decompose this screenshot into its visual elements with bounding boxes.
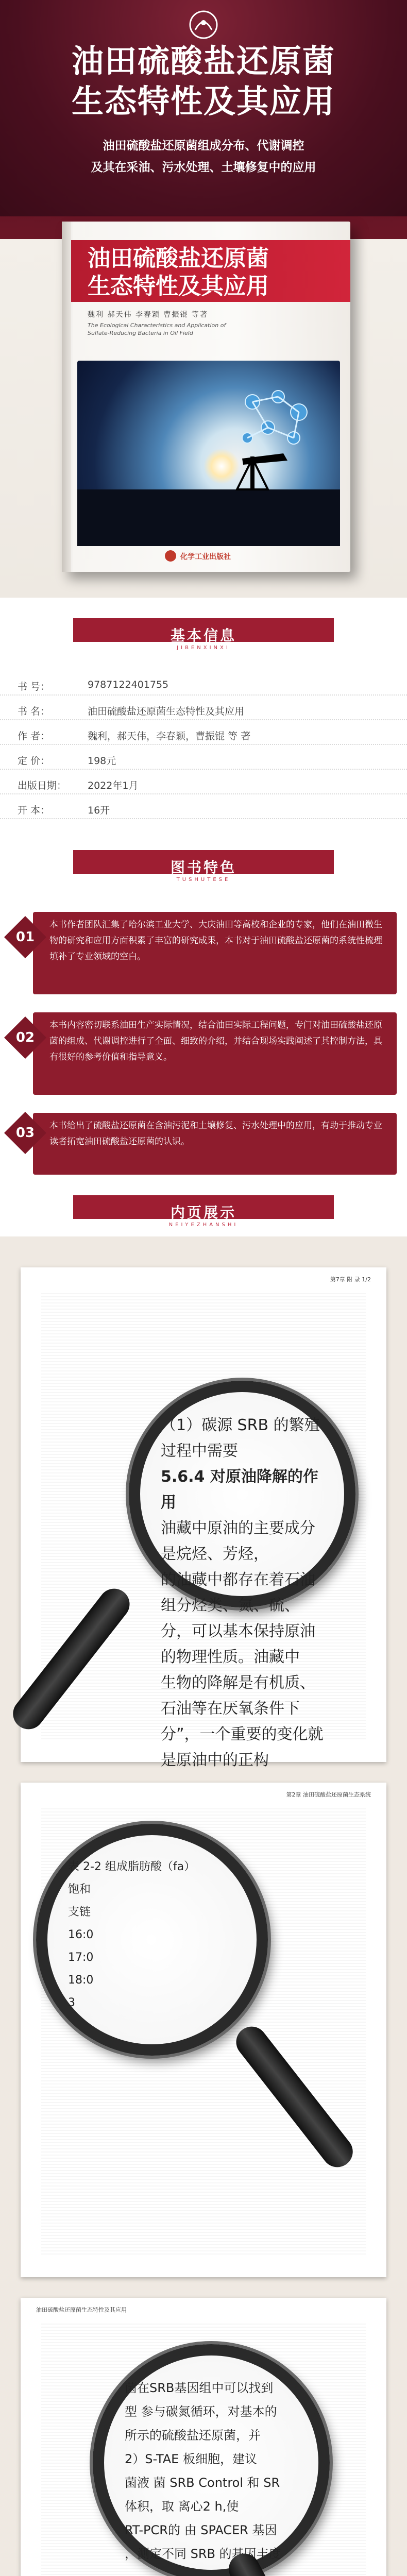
magnified-line: 分，可以基本保持原油的物理性质。油藏中	[161, 1622, 315, 1666]
basic-info-list	[0, 675, 407, 860]
info-row	[0, 675, 407, 696]
info-row	[0, 799, 407, 819]
section-title: 图书特色	[170, 859, 236, 876]
section-title: 基本信息	[170, 627, 236, 644]
hero-title-line2: 生态特性及其应用	[71, 82, 335, 120]
hero-subtitle-line1: 油田硫酸盐还原菌组成分布、代谢调控	[103, 139, 304, 152]
magnified-table	[68, 1856, 241, 2014]
info-key: 开 本：	[18, 805, 50, 816]
hero-title	[0, 41, 407, 122]
magnified-line: 饱和	[68, 1883, 91, 1896]
book-cover-title	[88, 245, 269, 300]
inner-pages-preview	[0, 1236, 407, 2576]
info-value: 9787122401755	[88, 679, 169, 690]
feature-text: 本书作者团队汇集了哈尔滨工业大学、大庆油田等高校和企业的专家，他们在油田微生物的研究和应用方面积累了丰富的研究成果，本书对于油田硫酸盐还原菌的系统性梳理填补了专业领域的空白。	[33, 912, 397, 994]
magnified-line: ，测定不同 SRB 的基因丰度	[125, 2547, 281, 2561]
hero-banner	[0, 0, 407, 598]
magnified-line: RT-PCR的 由 SPACER 基因	[125, 2523, 277, 2537]
info-key: 出版日期：	[18, 780, 67, 791]
magnified-line: 3	[68, 1996, 75, 2009]
magnified-line: 生物的降解是有机质、石油等在厌氧条件下	[161, 1674, 315, 1718]
info-row	[0, 700, 407, 720]
magnifier-lens	[129, 1381, 355, 1769]
info-value: 油田硫酸盐还原菌生态特性及其应用	[88, 706, 245, 717]
feature-item	[10, 1113, 397, 1180]
book-cover-english-title: The Ecological Characteristics and Application of Sulfate-Reducing Bacteria in Oil Field	[88, 322, 226, 336]
magnified-line: 5.6.4 对原油降解的作用	[161, 1468, 318, 1512]
book-cover-title-line1: 油田硫酸盐还原菌	[88, 245, 269, 272]
info-value: 魏利，郝天伟，李春颖，曹振锟 等 著	[88, 731, 251, 742]
section-header-preview	[0, 1190, 407, 1247]
page-header: 第7章 附 录 1/2	[330, 1276, 371, 1283]
magnified-line: 18:0	[68, 1974, 94, 1987]
info-key: 书 名：	[18, 706, 50, 717]
molecule-structure-icon	[232, 381, 325, 459]
magnified-line: 分”，一个重要的变化就是原油中的正构	[161, 1725, 324, 1769]
feature-item	[10, 1012, 397, 1105]
book-cover	[62, 222, 350, 572]
page-header: 第2章 油田硫酸盐还原菌生态系统	[286, 1791, 371, 1798]
feature-number: 03	[15, 1125, 35, 1141]
magnified-line: 型 参与碳氮循环，对基本的	[125, 2404, 277, 2419]
publisher-logo-icon	[184, 9, 223, 40]
section-header-features	[0, 845, 407, 902]
magnified-line: 菌液 菌 SRB Control 和 SR	[125, 2476, 280, 2490]
magnified-line: 菌在SRB基因组中可以找到	[125, 2381, 274, 2395]
magnified-line: 体积，取 离心2 h,使	[125, 2499, 239, 2514]
publisher-mark-icon	[165, 550, 176, 562]
info-value: 2022年1月	[88, 780, 139, 791]
book-spine	[62, 222, 71, 572]
feature-item	[10, 912, 397, 1005]
feature-number: 01	[15, 929, 35, 945]
info-row	[0, 749, 407, 770]
hero-title-line1: 油田硫酸盐还原菌	[71, 42, 335, 80]
magnifier-lens	[93, 2344, 330, 2576]
feature-number-badge	[4, 1112, 46, 1154]
feature-number: 02	[15, 1030, 35, 1045]
section-subtitle-en: NEIYEZHANSHI	[168, 1222, 239, 1228]
info-row	[0, 724, 407, 745]
magnifier-lens	[36, 1824, 268, 2056]
section-header-basic-info	[0, 613, 407, 670]
ground-silhouette	[77, 489, 340, 546]
hero-subtitle	[0, 135, 407, 178]
section-subtitle-en: TUSHUTESE	[176, 877, 231, 883]
info-row	[0, 774, 407, 794]
magnified-line: 的油藏中都存在着石油组分烃类、氮、硫、	[161, 1571, 315, 1615]
magnified-text	[161, 1413, 329, 1773]
info-value: 198元	[88, 755, 116, 767]
section-title: 内页展示	[170, 1204, 236, 1221]
magnified-line: 油藏中原油的主要成分是烷烃、芳烃，	[161, 1519, 315, 1563]
magnified-line: 17:0	[68, 1951, 94, 1964]
feature-text: 本书内容密切联系油田生产实际情况，结合油田实际工程问题，专门对油田硫酸盐还原菌的组成、代谢调控进行了全面、细致的介绍，并结合现场实践阐述了其控制方法，具有很好的参考价值和指导意义。	[33, 1012, 397, 1095]
magnified-line: 2）S-TAE 板细胞，建议	[125, 2452, 257, 2466]
info-value: 16开	[88, 805, 110, 816]
magnified-line: 16:0	[68, 1928, 94, 1941]
magnified-line: （1）碳源 SRB 的繁殖过程中需要	[161, 1416, 320, 1460]
feature-number-badge	[4, 916, 46, 958]
info-key: 书 号：	[18, 681, 50, 692]
section-subtitle-en: JIBENXINXI	[177, 645, 230, 651]
page-header: 油田硫酸盐还原菌生态特性及其应用	[36, 2307, 127, 2313]
hero-subtitle-line2: 及其在采油、污水处理、土壤修复中的应用	[91, 161, 316, 174]
feature-number-badge	[4, 1016, 46, 1059]
book-cover-title-line2: 生态特性及其应用	[88, 273, 269, 299]
feature-text: 本书给出了硫酸盐还原菌在含油污泥和土壤修复、污水处理中的应用，有助于推动专业读者拓宽油田硫酸盐还原菌的认识。	[33, 1113, 397, 1175]
book-cover-publisher: 化学工业出版社	[180, 553, 231, 561]
magnified-line: 表 2-2 组成脂肪酸（fa）	[68, 1860, 196, 1873]
magnified-text	[125, 2376, 303, 2566]
magnified-line: 支链	[68, 1906, 91, 1919]
book-cover-illustration	[77, 361, 340, 546]
info-key: 定 价：	[18, 755, 50, 767]
book-cover-authors: 魏利 郝天伟 李春颖 曹振锟 等著	[88, 311, 208, 319]
info-key: 作 者：	[18, 731, 50, 742]
magnified-line: 所示的硫酸盐还原菌，并	[125, 2428, 261, 2443]
